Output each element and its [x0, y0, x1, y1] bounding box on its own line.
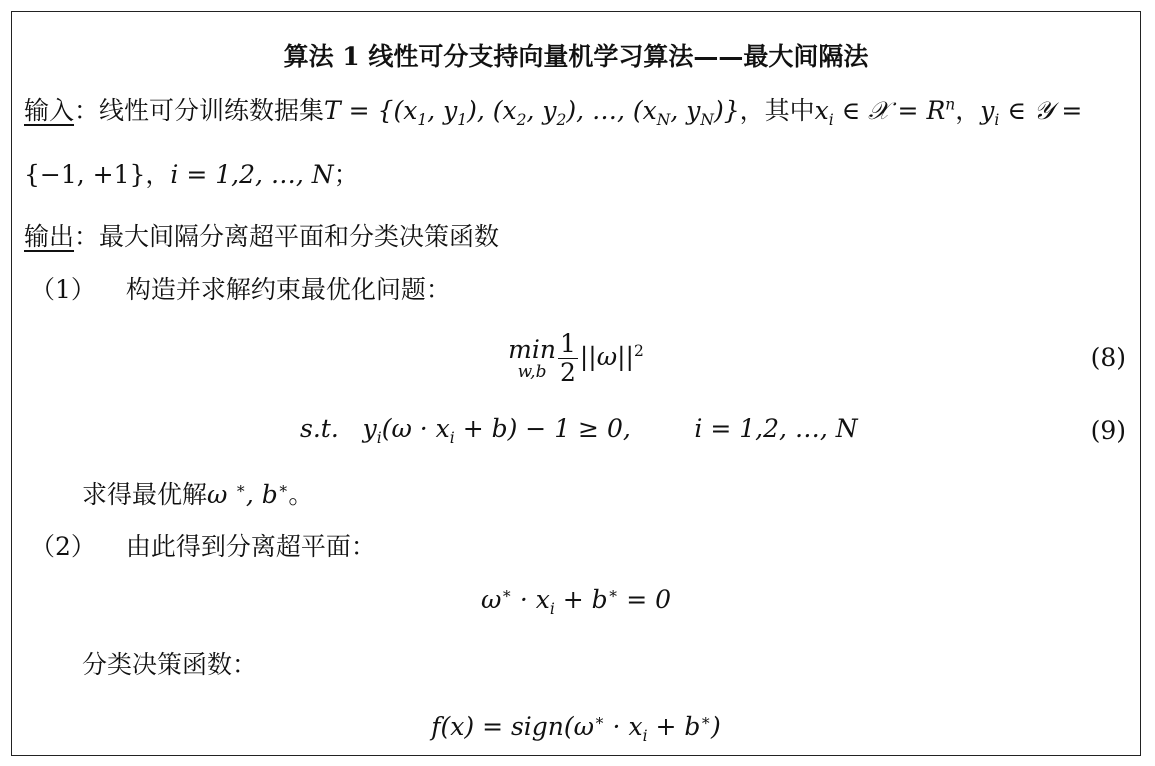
decision-function-label: 分类决策函数：: [82, 650, 258, 679]
step-1: [30, 277, 451, 302]
equation-8: min w,b $\frac{1}{2}$ $||\omega||^2$: [508, 329, 644, 387]
input-line-1: [24, 95, 1083, 129]
output-line: [24, 224, 499, 249]
equation-9-label: (9): [1090, 416, 1126, 445]
decision-function: f(x) = sign(ω∗ · $x_i + b^∗$): [431, 711, 721, 745]
output-label: 输出: [24, 222, 75, 251]
input-label: 输入: [24, 96, 75, 125]
step-1-result: 求得最优解ω ∗, b∗。: [82, 479, 314, 509]
output-text: ：最大间隔分离超平面和分类决策函数: [74, 222, 500, 251]
input-text-mid: ，其中: [739, 96, 815, 125]
step-1-number: （1）: [30, 275, 96, 304]
input-line-2: {−1, +1}，i = 1,2, …, N；: [24, 160, 359, 189]
input-set: $T = \{(x_1$, $y_1$), ($x_2$, $y_2$), …, ($x_N$, $y_N$)}: [324, 96, 740, 129]
input-condition: $x_i$ ∈ 𝒳 = $R^n$，$y_i$ ∈ 𝒴 =: [814, 95, 1083, 129]
algorithm-box: [11, 11, 1141, 756]
step-2-text: 由此得到分离超平面：: [125, 532, 376, 561]
equation-9: s.t. $y_i(\omega \cdot x_i + b) - 1 \ge 0$, i = 1,2, …, N: [300, 414, 858, 447]
min-operator: min w,b: [508, 334, 556, 382]
step-2-number: （2）: [30, 532, 96, 561]
half-fraction: $\frac{1}{2}$: [559, 329, 576, 387]
equation-8-label: (8): [1090, 343, 1126, 372]
hyperplane-equation: $\omega^∗ \cdot x_i + b^∗ = 0$: [480, 584, 671, 618]
step-1-text: 构造并求解约束最优化问题：: [125, 275, 451, 304]
algorithm-title: 算法 1 线性可分支持向量机学习算法——最大间隔法: [283, 42, 869, 71]
step-2: [30, 534, 376, 559]
input-text-prefix: ：线性可分训练数据集: [74, 96, 325, 125]
